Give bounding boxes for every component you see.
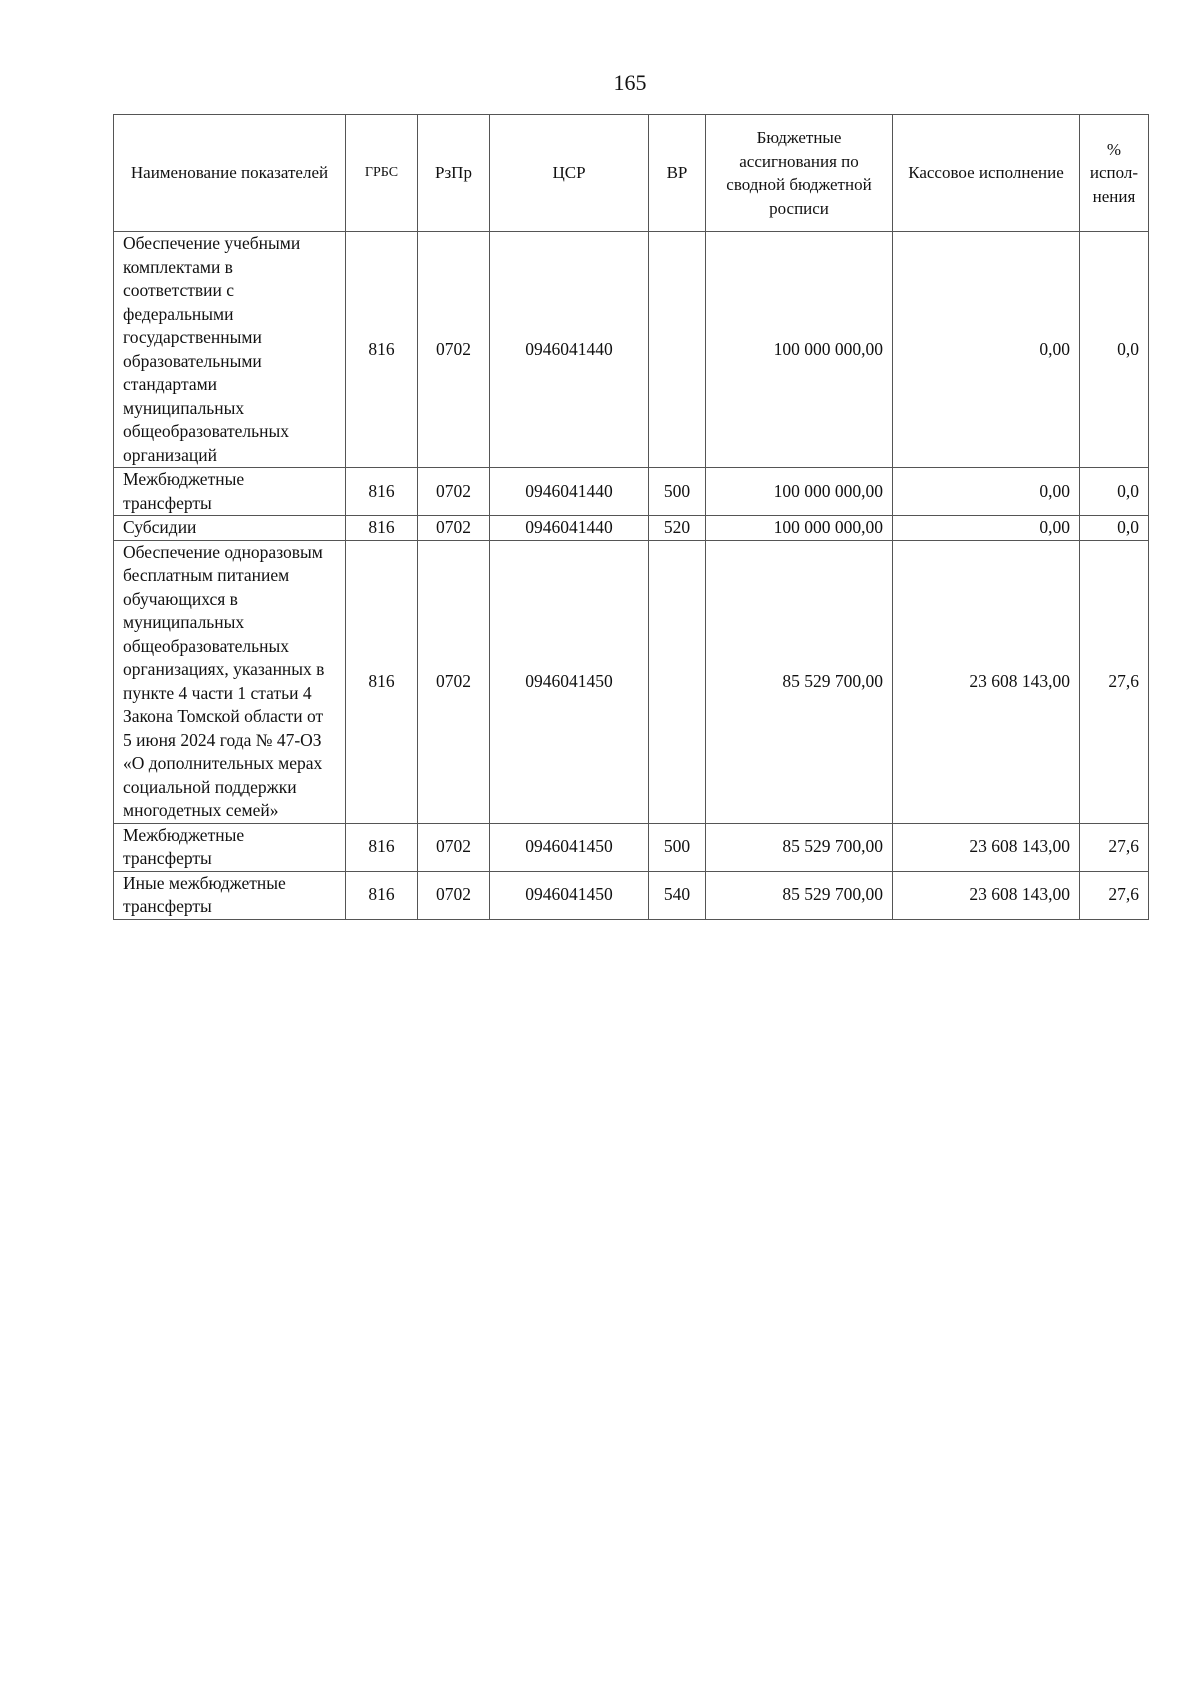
cell-csr: 0946041450 xyxy=(490,871,649,919)
cell-percent: 0,0 xyxy=(1080,468,1149,516)
cell-grbs: 816 xyxy=(346,871,418,919)
header-csr: ЦСР xyxy=(490,115,649,232)
cell-allocations: 100 000 000,00 xyxy=(706,232,893,468)
cell-csr: 0946041440 xyxy=(490,516,649,541)
cell-rzpr: 0702 xyxy=(418,468,490,516)
cell-percent: 27,6 xyxy=(1080,540,1149,823)
cell-name: Обеспечение учебными комплектами в соответствии с федеральными государственными образовательными стандартами муниципальных общеобразовательных организаций xyxy=(114,232,346,468)
cell-vr: 520 xyxy=(649,516,706,541)
cell-vr xyxy=(649,232,706,468)
cell-allocations: 100 000 000,00 xyxy=(706,516,893,541)
cell-cash: 0,00 xyxy=(893,468,1080,516)
cell-name: Межбюджетные трансферты xyxy=(114,823,346,871)
cell-cash: 0,00 xyxy=(893,232,1080,468)
table-row xyxy=(114,468,1149,516)
cell-grbs: 816 xyxy=(346,823,418,871)
header-percent: % испол-нения xyxy=(1080,115,1149,232)
cell-allocations: 85 529 700,00 xyxy=(706,871,893,919)
cell-rzpr: 0702 xyxy=(418,823,490,871)
table-row xyxy=(114,540,1149,823)
cell-vr: 500 xyxy=(649,468,706,516)
header-rzpr: РзПр xyxy=(418,115,490,232)
cell-csr: 0946041440 xyxy=(490,232,649,468)
table-header-row xyxy=(114,115,1149,232)
header-allocations: Бюджетные ассигнования по сводной бюджетной росписи xyxy=(706,115,893,232)
cell-percent: 27,6 xyxy=(1080,871,1149,919)
cell-rzpr: 0702 xyxy=(418,871,490,919)
cell-percent: 0,0 xyxy=(1080,232,1149,468)
cell-vr xyxy=(649,540,706,823)
cell-grbs: 816 xyxy=(346,516,418,541)
cell-csr: 0946041440 xyxy=(490,468,649,516)
cell-cash: 23 608 143,00 xyxy=(893,871,1080,919)
table-row xyxy=(114,823,1149,871)
cell-name: Межбюджетные трансферты xyxy=(114,468,346,516)
cell-allocations: 100 000 000,00 xyxy=(706,468,893,516)
header-vr: ВР xyxy=(649,115,706,232)
cell-cash: 23 608 143,00 xyxy=(893,540,1080,823)
cell-name: Субсидии xyxy=(114,516,346,541)
cell-name: Обеспечение одноразовым бесплатным питанием обучающихся в муниципальных общеобразовательных организациях, указанных в пункте 4 части 1 статьи 4 Закона Томской области от 5 июня 2024 года № 47-ОЗ «О дополнительных мерах социальной поддержки многодетных семей» xyxy=(114,540,346,823)
cell-rzpr: 0702 xyxy=(418,232,490,468)
cell-allocations: 85 529 700,00 xyxy=(706,540,893,823)
cell-grbs: 816 xyxy=(346,540,418,823)
cell-percent: 27,6 xyxy=(1080,823,1149,871)
page-number: 165 xyxy=(613,70,647,95)
header-grbs: ГРБС xyxy=(346,115,418,232)
cell-rzpr: 0702 xyxy=(418,516,490,541)
cell-grbs: 816 xyxy=(346,232,418,468)
cell-vr: 540 xyxy=(649,871,706,919)
cell-csr: 0946041450 xyxy=(490,540,649,823)
cell-percent: 0,0 xyxy=(1080,516,1149,541)
cell-cash: 0,00 xyxy=(893,516,1080,541)
table-row xyxy=(114,232,1149,468)
cell-name: Иные межбюджетные трансферты xyxy=(114,871,346,919)
cell-vr: 500 xyxy=(649,823,706,871)
budget-table xyxy=(113,114,1149,920)
cell-allocations: 85 529 700,00 xyxy=(706,823,893,871)
header-name: Наименование показателей xyxy=(114,115,346,232)
cell-cash: 23 608 143,00 xyxy=(893,823,1080,871)
cell-grbs: 816 xyxy=(346,468,418,516)
table-row xyxy=(114,871,1149,919)
cell-rzpr: 0702 xyxy=(418,540,490,823)
table-row xyxy=(114,516,1149,541)
cell-csr: 0946041450 xyxy=(490,823,649,871)
header-cash: Кассовое исполнение xyxy=(893,115,1080,232)
